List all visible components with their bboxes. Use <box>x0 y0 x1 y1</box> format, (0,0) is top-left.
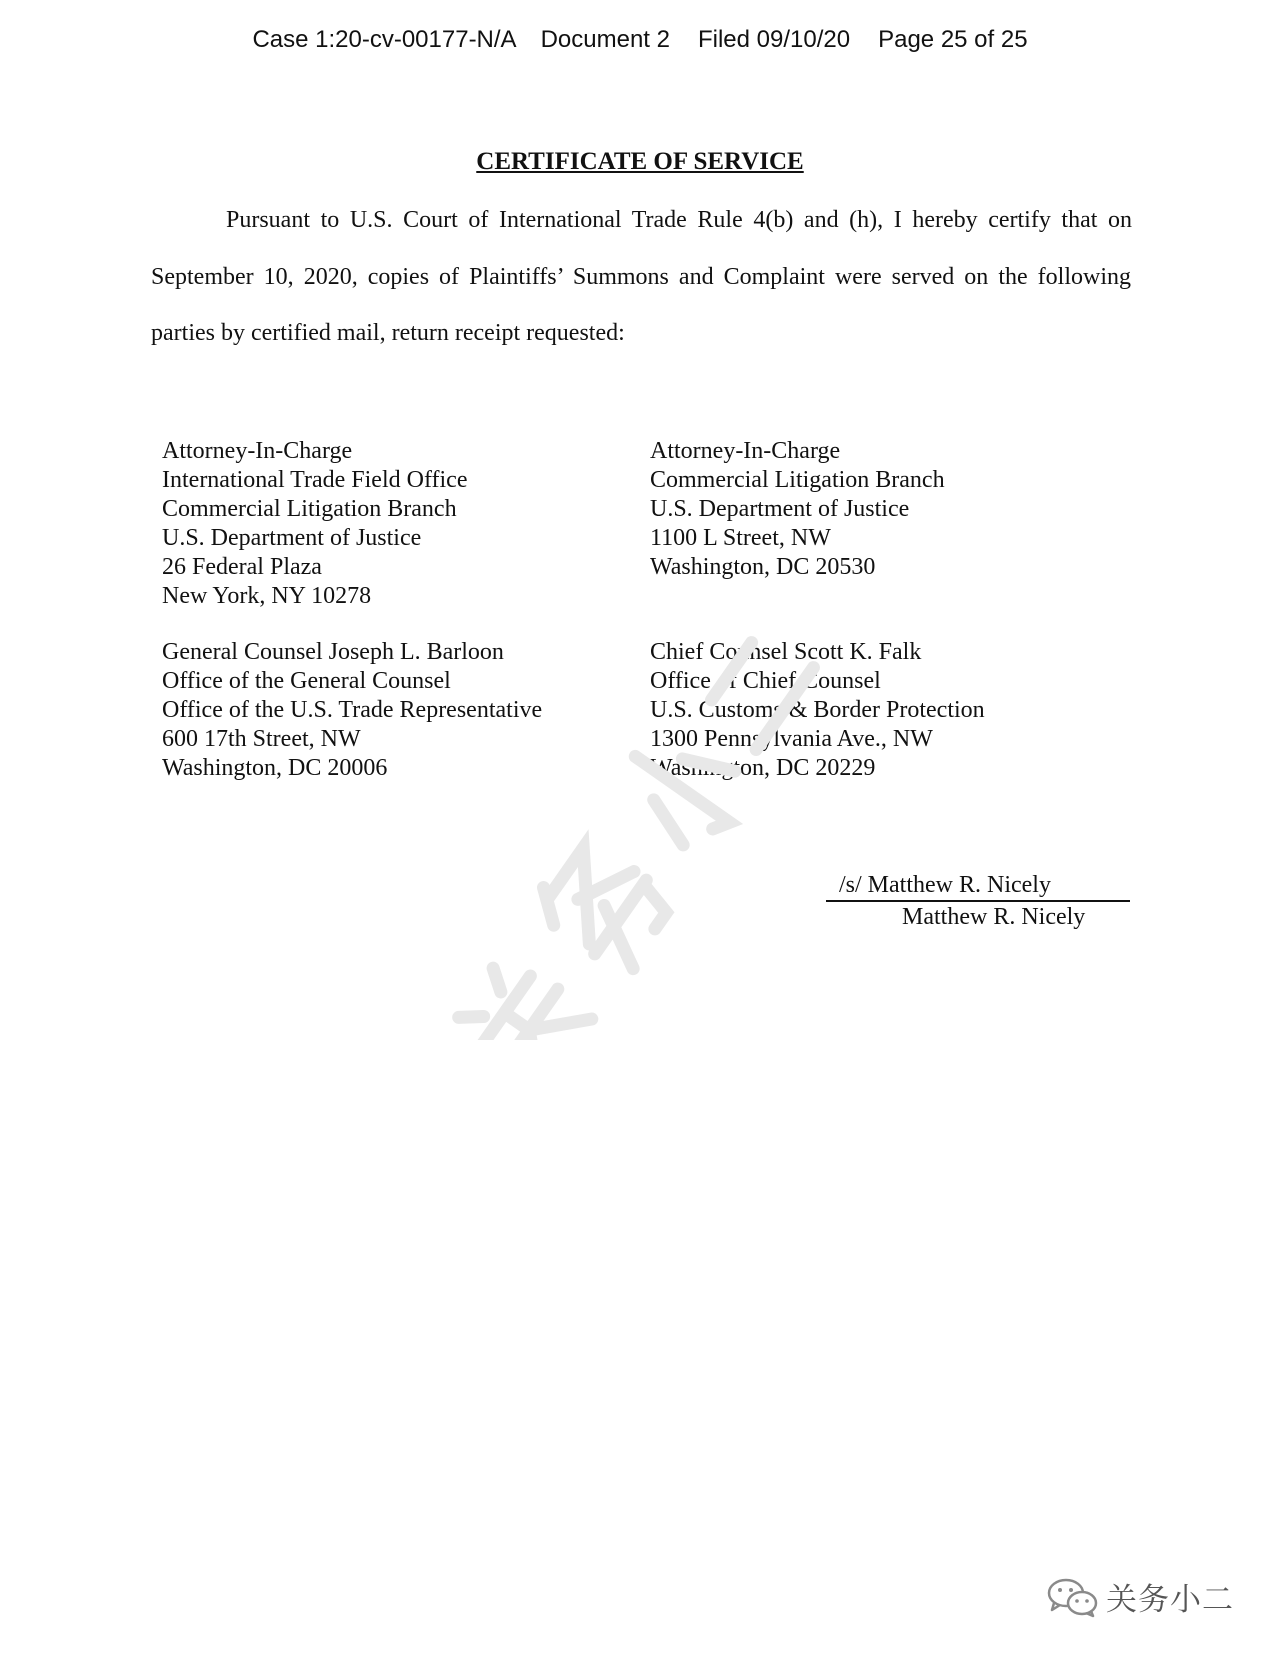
signature-block <box>826 870 1130 931</box>
page-title: CERTIFICATE OF SERVICE <box>476 148 804 175</box>
address-line: Office of the U.S. Trade Representative <box>162 697 543 723</box>
address-line: 26 Federal Plaza <box>162 554 322 580</box>
address-line: Office of Chief Counsel <box>650 668 881 694</box>
address-block-ustr <box>162 638 542 783</box>
address-line: 1300 Pennsylvania Ave., NW <box>650 726 933 752</box>
address-line: U.S. Customs & Border Protection <box>650 697 985 723</box>
address-line: 1100 L Street, NW <box>650 525 831 551</box>
case-number: Case 1:20-cv-00177-N/A <box>252 26 517 53</box>
wechat-icon <box>1046 1576 1100 1618</box>
address-line: Washington, DC 20530 <box>650 554 876 580</box>
filed-date: Filed 09/10/20 <box>697 26 851 53</box>
document-number: Document 2 <box>540 26 670 53</box>
address-line: Commercial Litigation Branch <box>650 467 945 493</box>
wechat-watermark-logo <box>1046 1574 1234 1619</box>
watermark-logo-text: 关务小二 <box>1106 1582 1234 1618</box>
address-line: Chief Counsel Scott K. Falk <box>650 639 922 665</box>
address-line: General Counsel Joseph L. Barloon <box>162 639 504 665</box>
body-line-3: parties by certified mail, return receipt requested: <box>151 320 625 346</box>
address-line: Office of the General Counsel <box>162 668 451 694</box>
body-line-1: Pursuant to U.S. Court of International Trade Rule 4(b) and (h), I hereby certify that on <box>226 207 1132 233</box>
case-header <box>0 26 1280 54</box>
address-line: Attorney-In-Charge <box>650 438 841 464</box>
address-line: 600 17th Street, NW <box>162 726 361 752</box>
address-line: Attorney-In-Charge <box>162 438 353 464</box>
address-line: New York, NY 10278 <box>162 583 372 609</box>
address-block-cbp <box>650 638 985 783</box>
signature-line: /s/ Matthew R. Nicely <box>826 870 1130 902</box>
page-number: Page 25 of 25 <box>878 26 1028 53</box>
address-block-doj-ny <box>162 437 467 611</box>
address-line: Washington, DC 20006 <box>162 755 388 781</box>
address-line: Washington, DC 20229 <box>650 755 876 781</box>
signer-name: Matthew R. Nicely <box>902 904 1086 930</box>
address-line: U.S. Department of Justice <box>162 525 422 551</box>
body-line-2: September 10, 2020, copies of Plaintiffs’ Summons and Complaint were served on the following <box>151 264 1131 290</box>
address-line: Commercial Litigation Branch <box>162 496 457 522</box>
address-block-doj-dc <box>650 437 945 582</box>
address-line: International Trade Field Office <box>162 467 468 493</box>
address-line: U.S. Department of Justice <box>650 496 910 522</box>
